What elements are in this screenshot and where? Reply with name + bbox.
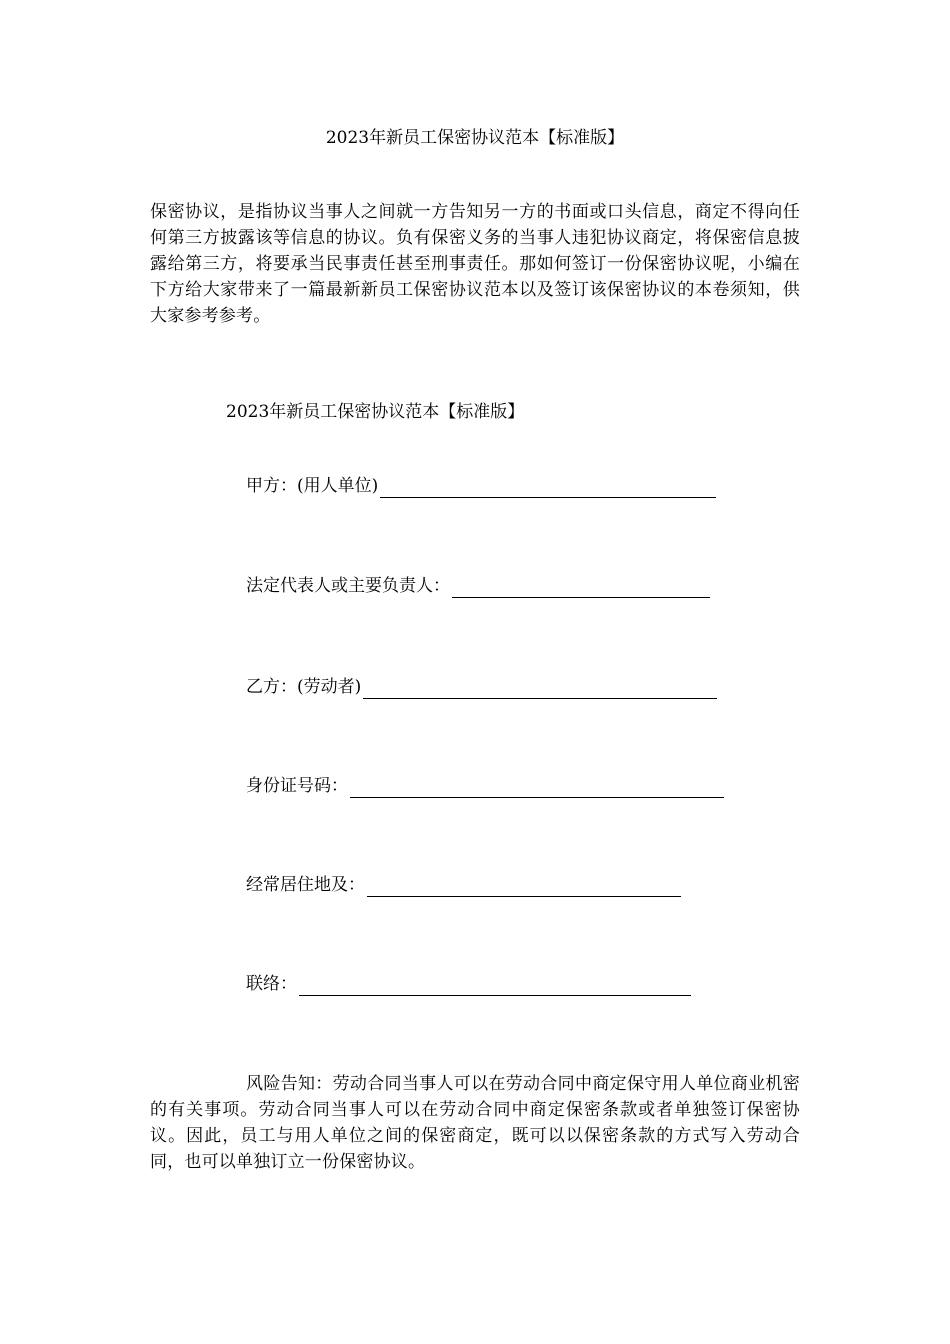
legal-rep-field — [246, 574, 710, 598]
agreement-subtitle: 2023年新员工保密协议范本【标准版】 — [226, 402, 525, 422]
party-a-blank-line — [380, 479, 716, 498]
contact-blank-line — [299, 977, 691, 996]
contact-label: 联络： — [246, 974, 297, 994]
party-b-blank-line — [363, 680, 717, 699]
document-title: 2023年新员工保密协议范本【标准版】 — [325, 128, 625, 148]
intro-paragraph: 保密协议，是指协议当事人之间就一方告知另一方的书面或口头信息，商定不得向任何第三方披露该等信息的协议。负有保密义务的当事人违犯协议商定，将保密信息披露给第三方，将要承当民事责任甚至刑事责任。那如何签订一份保密协议呢，小编在下方给大家带来了一篇最新新员工保密协议范本以及签订该保密协议的本卷须知，供大家参考参考。 — [150, 202, 800, 326]
address-label: 经常居住地及： — [246, 875, 365, 895]
id-number-label: 身份证号码： — [246, 776, 348, 796]
address-blank-line — [367, 878, 681, 897]
party-b-field — [246, 675, 717, 699]
legal-rep-blank-line — [452, 579, 710, 598]
party-a-field — [246, 474, 716, 498]
legal-rep-label: 法定代表人或主要负责人： — [246, 576, 450, 596]
party-b-label: 乙方：(劳动者) — [246, 677, 362, 697]
risk-notice-paragraph: 风险告知：劳动合同当事人可以在劳动合同中商定保守用人单位商业机密的有关事项。劳动合同当事人可以在劳动合同中商定保密条款或者单独签订保密协议。因此，员工与用人单位之间的保密商定，既可以以保密条款的方式写入劳动合同，也可以单独订立一份保密协议。 — [150, 1074, 800, 1172]
contact-field — [246, 972, 691, 996]
id-number-blank-line — [350, 779, 724, 798]
party-a-label: 甲方：(用人单位) — [246, 476, 379, 496]
id-number-field — [246, 774, 724, 798]
address-field — [246, 873, 681, 897]
